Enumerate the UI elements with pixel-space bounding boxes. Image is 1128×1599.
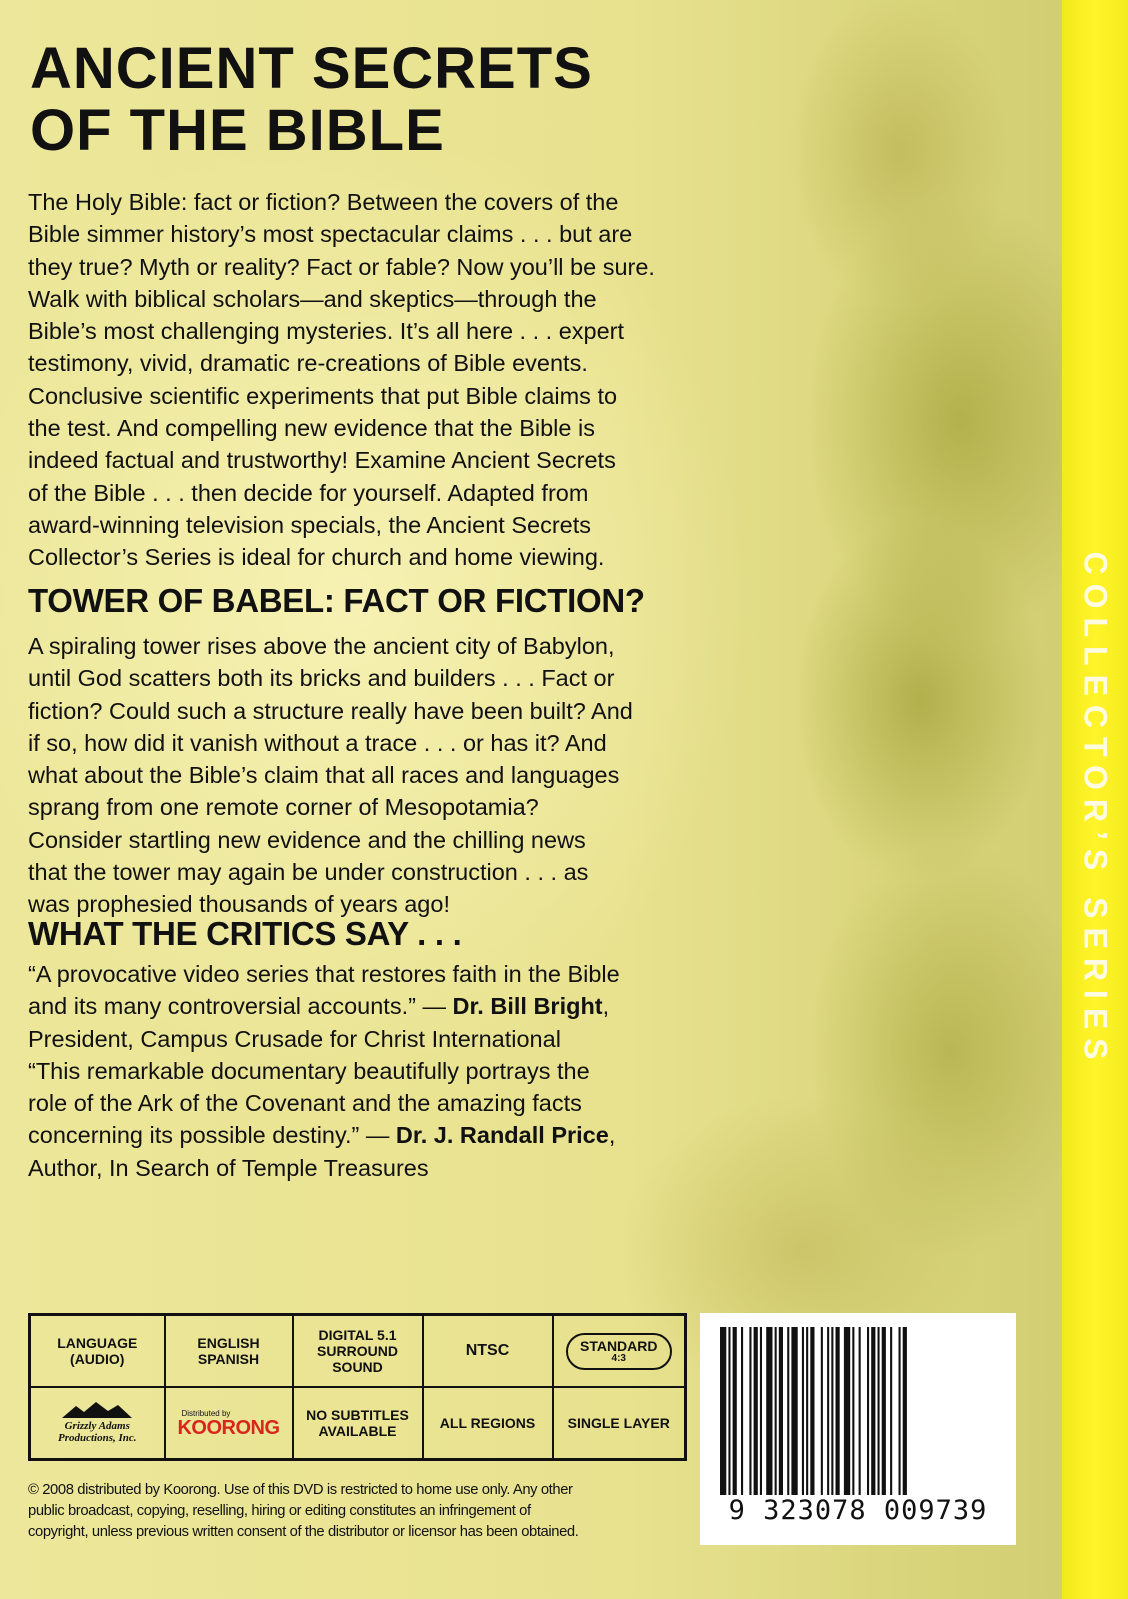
mountain-logo-icon <box>62 1402 132 1418</box>
quote-text: concerning its possible destiny.” — <box>28 1122 396 1149</box>
babel-line: was prophesied thousands of years ago! <box>28 891 450 918</box>
barcode-panel <box>700 1313 1016 1545</box>
intro-line: of the Bible . . . then decide for yourself. Adapted from <box>28 479 589 506</box>
babel-line: what about the Bible’s claim that all races and languages <box>28 762 620 789</box>
quote-attribution-name: Dr. J. Randall Price <box>395 1122 609 1149</box>
babel-line: if so, how did it vanish without a trace . . . or has it? And <box>28 729 607 756</box>
koorong-logo: KOORONG <box>177 1416 280 1439</box>
babel-line: sprang from one remote corner of Mesopotamia? <box>28 794 539 821</box>
babel-line: fiction? Could such a structure really have been built? And <box>28 697 633 724</box>
quote-attribution-name: Dr. Bill Bright <box>452 993 603 1020</box>
spec-sound: DIGITAL 5.1 SURROUND SOUND <box>293 1315 423 1388</box>
intro-line: the test. And compelling new evidence that the Bible is <box>28 415 595 442</box>
producer-logo <box>30 1387 165 1460</box>
spec-row <box>30 1315 686 1388</box>
dvd-spec-table <box>28 1313 687 1461</box>
intro-line: they true? Myth or reality? Fact or fable? Now you’ll be sure. <box>28 253 655 280</box>
copyright-line: copyright, unless previous written consent of the distributor or licensor has been obtained. <box>28 1524 579 1540</box>
spec-layer: SINGLE LAYER <box>553 1387 686 1460</box>
barcode-number: 9 323078 009739 <box>728 1495 988 1526</box>
quote-line: “A provocative video series that restores faith in the Bible <box>28 961 620 987</box>
spec-regions: ALL REGIONS <box>423 1387 553 1460</box>
title-line-1: ANCIENT SECRETS <box>30 36 593 101</box>
distributor-label: Distributed by <box>181 1408 231 1418</box>
intro-line: Conclusive scientific experiments that put Bible claims to <box>28 382 618 409</box>
quote-line: “This remarkable documentary beautifully portrays the <box>28 1057 590 1084</box>
babel-paragraph <box>28 630 818 921</box>
spine-series-label: COLLECTOR’S SERIES <box>1077 551 1114 1069</box>
spec-aspect <box>553 1315 686 1388</box>
intro-line: Walk with biblical scholars—and skeptics—through the <box>28 285 597 312</box>
intro-paragraph <box>28 186 818 574</box>
intro-line: Collector’s Series is ideal for church and home viewing. <box>28 544 605 571</box>
quote-price <box>28 1055 818 1184</box>
aspect-badge: STANDARD 4:3 <box>566 1333 672 1370</box>
title-line-2: OF THE BIBLE <box>30 98 445 163</box>
quote-comma: , <box>602 993 610 1020</box>
copyright-line: public broadcast, copying, reselling, hiring or editing constitutes an infringement of <box>28 1503 531 1519</box>
quote-line <box>28 1119 818 1151</box>
producer-logo-text: Grizzly Adams Productions, Inc. <box>57 1420 137 1444</box>
spec-format: NTSC <box>423 1315 553 1388</box>
babel-line: until God scatters both its bricks and builders . . . Fact or <box>28 665 615 692</box>
main-title <box>30 38 593 162</box>
barcode-icon <box>720 1327 996 1495</box>
babel-line: A spiraling tower rises above the ancient city of Babylon, <box>28 633 615 659</box>
intro-line: The Holy Bible: fact or fiction? Between the covers of the <box>28 189 619 215</box>
babel-line: Consider startling new evidence and the chilling news <box>28 826 586 853</box>
spec-subtitles: NO SUBTITLES AVAILABLE <box>293 1387 423 1460</box>
spec-row <box>30 1387 686 1460</box>
quote-comma: , <box>608 1122 616 1149</box>
babel-line: that the tower may again be under construction . . . as <box>28 859 589 886</box>
quote-bright <box>28 958 818 1055</box>
distributor-logo <box>165 1387 293 1460</box>
intro-line: award-winning television specials, the Ancient Secrets <box>28 511 591 538</box>
quote-line <box>28 990 818 1022</box>
critics-heading: WHAT THE CRITICS SAY . . . <box>28 915 462 952</box>
quote-attribution-title: President, Campus Crusade for Christ International <box>28 1025 561 1052</box>
intro-line: testimony, vivid, dramatic re-creations of Bible events. <box>28 350 588 377</box>
babel-heading: TOWER OF BABEL: FACT OR FICTION? <box>28 582 645 619</box>
quote-attribution-title: Author, In Search of Temple Treasures <box>28 1154 429 1181</box>
copyright-line: © 2008 distributed by Koorong. Use of this DVD is restricted to home use only. Any other <box>28 1482 573 1498</box>
copyright-notice <box>28 1480 708 1543</box>
spec-languages: ENGLISH SPANISH <box>165 1315 293 1388</box>
critics-quotes <box>28 958 818 1184</box>
quote-line: role of the Ark of the Covenant and the amazing facts <box>28 1090 582 1117</box>
intro-line: Bible simmer history’s most spectacular claims . . . but are <box>28 221 633 248</box>
intro-line: indeed factual and trustworthy! Examine Ancient Secrets <box>28 447 616 474</box>
quote-text: and its many controversial accounts.” — <box>28 993 453 1020</box>
intro-line: Bible’s most challenging mysteries. It’s all here . . . expert <box>28 318 625 345</box>
spec-language-label: LANGUAGE (AUDIO) <box>30 1315 165 1388</box>
